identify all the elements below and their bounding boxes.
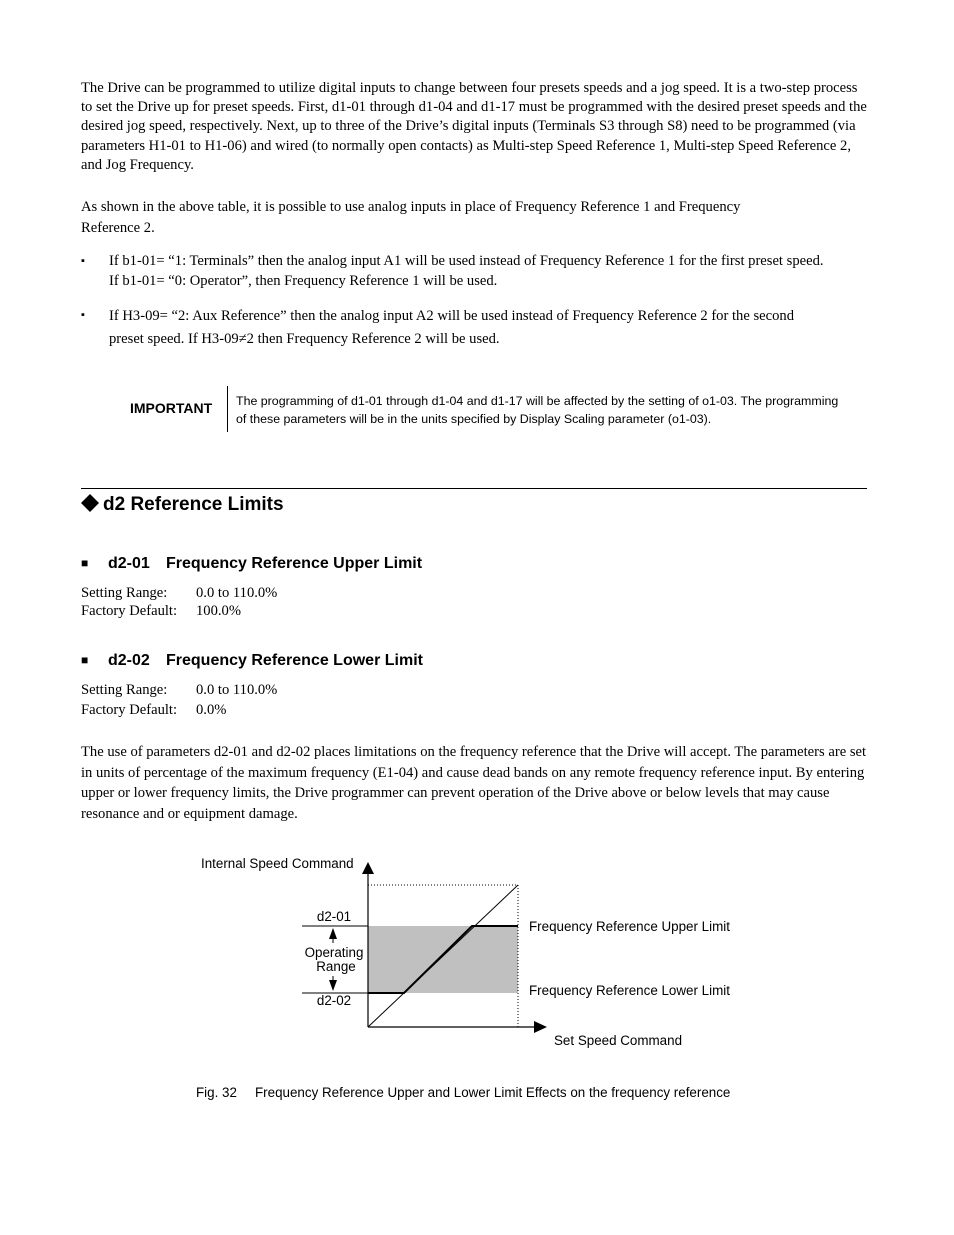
param-title: Frequency Reference Lower Limit bbox=[166, 652, 423, 669]
range-label-line-1: Operating bbox=[304, 945, 364, 960]
square-bullet-icon: ■ bbox=[81, 556, 89, 570]
param-code: d2-01 bbox=[108, 555, 150, 572]
x-axis-arrow-icon bbox=[534, 1021, 547, 1033]
factory-default-row bbox=[81, 602, 241, 620]
important-line: of these parameters will be in the units specified by Display Scaling parameter (o1-03). bbox=[236, 411, 712, 426]
param-code: d2-02 bbox=[108, 652, 150, 669]
param-heading-d2-02 bbox=[81, 650, 423, 671]
bullet-mark-icon: ▪ bbox=[81, 309, 85, 321]
setting-range-label: Setting Range: bbox=[81, 585, 168, 601]
figure-caption-text: Frequency Reference Upper and Lower Limit Effects on the frequency reference bbox=[255, 1085, 731, 1100]
factory-default-label: Factory Default: bbox=[81, 603, 178, 619]
figure-caption bbox=[196, 1084, 730, 1102]
intro-paragraph-2: As shown in the above table, it is possible to use analog inputs in place of Frequency Reference 1 and Frequency Reference 2. bbox=[81, 199, 741, 236]
setting-range-label: Setting Range: bbox=[81, 682, 168, 698]
important-label: IMPORTANT bbox=[130, 400, 213, 416]
upper-limit-label: Frequency Reference Upper Limit bbox=[529, 919, 730, 934]
limit-diagram bbox=[190, 850, 770, 1055]
factory-default-value: 0.0% bbox=[196, 702, 227, 718]
param-heading-d2-01 bbox=[81, 553, 422, 574]
bullet-line: If H3-09= “2: Aux Reference” then the analog input A2 will be used instead of Frequency Reference 2 for the second bbox=[109, 308, 794, 324]
lower-tick-label: d2-02 bbox=[316, 993, 352, 1008]
diamond-icon bbox=[81, 492, 103, 518]
param-title: Frequency Reference Upper Limit bbox=[166, 555, 423, 572]
body-paragraph: The use of parameters d2-01 and d2-02 places limitations on the frequency reference that the Drive will accept. The parameters are set in units of percentage of the maximum frequency (E1-04) and cause dead bands on any remote frequency reference input. By entering upper or lower frequency limits, the Drive programmer can prevent operation of the Drive above or below levels that may cause resonance and or equipment damage. bbox=[81, 744, 867, 822]
bullet-mark-icon: ▪ bbox=[81, 255, 85, 267]
range-arrow-up-icon bbox=[329, 928, 337, 939]
important-text bbox=[236, 393, 856, 428]
section-title-text: d2 Reference Limits bbox=[103, 494, 284, 515]
setting-range-value: 0.0 to 110.0% bbox=[196, 682, 278, 698]
section-title bbox=[81, 492, 284, 518]
square-bullet-icon: ■ bbox=[81, 653, 89, 667]
y-axis-label: Internal Speed Command bbox=[201, 856, 354, 871]
bullet-line: preset speed. If H3-09≠2 then Frequency Reference 2 will be used. bbox=[109, 331, 500, 347]
operating-range-band bbox=[368, 926, 518, 993]
bullet-item-b1-01 bbox=[81, 251, 871, 295]
upper-tick-label: d2-01 bbox=[316, 909, 352, 924]
important-line: The programming of d1-01 through d1-04 and d1-17 will be affected by the setting of o1-03. The programming bbox=[236, 394, 839, 408]
factory-default-value: 100.0% bbox=[196, 603, 241, 619]
setting-range-value: 0.0 to 110.0% bbox=[196, 585, 278, 601]
important-divider bbox=[227, 386, 228, 432]
intro-paragraph-1: The Drive can be programmed to utilize digital inputs to change between four presets speeds and a jog speed. It is a two-step process to set the Drive up for preset speeds. First, d1-01 through d1-04 and d1-17 must be programmed with the desired preset speeds and the desired jog speed, respectively. Next, up to three of the Drive’s digital inputs (Terminals S3 through S8) need to be programmed (via parameters H1-01 to H1-06) and wired (to normally open contacts) as Multi-step Speed Reference 1, Multi-step Speed Reference 2, and Jog Frequency. bbox=[81, 80, 867, 173]
setting-range-row bbox=[81, 681, 277, 699]
y-axis-arrow-icon bbox=[362, 862, 374, 874]
range-arrow-down-icon bbox=[329, 980, 337, 991]
lower-limit-label: Frequency Reference Lower Limit bbox=[529, 983, 730, 998]
setting-range-row bbox=[81, 584, 277, 602]
factory-default-label: Factory Default: bbox=[81, 702, 178, 718]
bullet-line: If b1-01= “0: Operator”, then Frequency Reference 1 will be used. bbox=[109, 273, 498, 289]
bullet-item-h3-09 bbox=[81, 305, 871, 351]
bullet-line: If b1-01= “1: Terminals” then the analog input A1 will be used instead of Frequency Reference 1 for the first preset speed. bbox=[109, 253, 824, 269]
figure-number: Fig. 32 bbox=[196, 1085, 237, 1100]
range-label-line-2: Range bbox=[316, 959, 356, 974]
factory-default-row bbox=[81, 701, 226, 719]
section-divider bbox=[81, 488, 867, 489]
x-axis-label: Set Speed Command bbox=[554, 1033, 683, 1048]
